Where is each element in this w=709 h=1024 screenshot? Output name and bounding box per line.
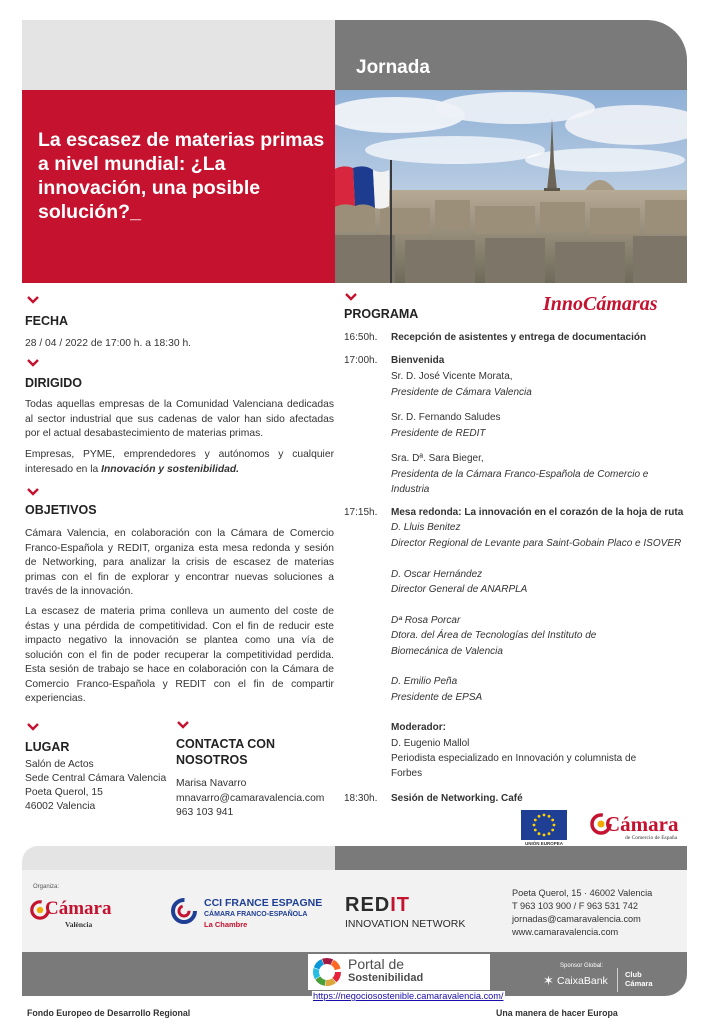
dirigido-paragraph-1: Todas aquellas empresas de la Comunidad Valenciana dedicadas al sector industrial que sus cadenas de valor han sido afectadas por el actual desabastecimiento de materias primas. [25,399,334,439]
header-left-band [22,20,335,90]
speaker-role: Presidenta de la Cámara Franco-Española de Comercio e [391,469,649,480]
moderador-role: Forbes [391,768,423,779]
lugar-line: 46002 Valencia [25,801,96,812]
page-title: La escasez de materias primas a nivel mundial: ¿La innovación, una posible solución?_ [38,129,325,223]
club-camara-line-1: Club [625,970,642,979]
paris-photo-illustration [335,90,687,283]
dirigido-heading: DIRIGIDO [25,376,82,390]
paris-skyline-photo [335,90,687,283]
portal-logo-line-1: Portal de [348,956,405,972]
camara-espana-logo-text: Cámara [605,812,679,836]
eu-flag-logo [521,810,567,840]
objetivos-heading: OBJETIVOS [25,503,97,517]
cci-logo-line-3: La Chambre [204,920,248,929]
contact-block-email-link[interactable]: jornadas@camaravalencia.com [512,914,641,924]
schedule-title: Bienvenida [391,355,445,366]
lugar-line: Sede Central Cámara Valencia [25,773,167,784]
speaker-role: Presidente de REDIT [391,428,486,439]
eu-stars-icon [521,810,567,840]
jornada-label: Jornada [356,57,430,78]
redit-logo-subtitle: INNOVATION NETWORK [345,918,466,930]
speaker-name: D. Emilio Peña [391,676,458,687]
sponsor-label: Sponsor Global: [560,963,604,969]
organiza-label: Organiza: [33,884,60,890]
speaker-name: Dª Rosa Porcar [391,615,461,626]
contact-block-phone: T 963 103 900 / F 963 531 742 [512,901,639,911]
cci-logo-line-1: CCI FRANCE ESPAGNE [204,897,323,909]
chevron-down-icon [27,295,39,305]
speaker-name: D. Oscar Hernández [391,569,483,580]
camara-valencia-logo-text: Cámara [45,898,112,919]
objetivos-paragraph-1: Cámara Valencia, en colaboración con la Cámara de Comercio Franco-Española y REDIT, organiza esta mesa redonda y sesión de Networking, para analizar la crisis de escasez de materias primas con el fin de explorar y encontrar nuevas soluciones a través de la innovación. [25,528,334,597]
schedule-title: Sesión de Networking. Café [391,793,523,804]
schedule-title: Mesa redonda: La innovación en el corazón de la hoja de ruta [391,507,684,518]
programa-heading: PROGRAMA [344,307,419,321]
contact-block-website-link[interactable]: www.camaravalencia.com [512,927,619,937]
portal-sostenibilidad-logo [308,954,490,990]
innocamaras-logo-part-2: Cámaras [583,293,658,315]
caixabank-star-icon: ✶ [543,973,554,988]
contact-name: Marisa Navarro [176,778,247,789]
innocamaras-logo [543,293,658,316]
club-camara-line-2: Cámara [625,979,653,988]
lugar-heading: LUGAR [25,740,70,754]
speaker-name: D. Lluis Benitez [391,522,461,533]
footer-top-band [22,846,687,870]
fecha-heading: FECHA [25,314,69,328]
contacta-heading-line-2: NOSOTROS [176,753,248,767]
camara-valencia-logo-subtitle: València [65,920,93,929]
chevron-down-icon [345,292,357,302]
speaker-role: Director General de ANARPLA [391,584,528,595]
speaker-role: Dtora. del Área de Tecnologías del Instituto de [391,630,597,641]
logo-divider [617,968,618,992]
speaker-name: Sr. D. Fernando Saludes [391,412,501,423]
contact-email-link[interactable]: mnavarro@camaravalencia.com [176,793,325,804]
cci-france-espagne-icon [170,897,198,925]
innocamaras-logo-part-1: Inno [543,293,584,315]
lugar-line: Poeta Querol, 15 [25,787,103,798]
portal-link[interactable]: https://negociosostenible.camaravalencia.com/ [313,991,504,1001]
moderador-name: D. Eugenio Mallol [391,738,470,749]
portal-logo-line-2: Sostenibilidad [348,972,424,984]
camara-espana-logo-subtitle: de Comercio de España [625,835,678,841]
chevron-down-icon [177,720,189,730]
dirigido-p2-emphasis: Innovación y sostenibilidad. [101,463,240,475]
speaker-role: Industria [391,484,430,495]
contact-phone: 963 103 941 [176,807,234,818]
schedule-time: 18:30h. [344,793,378,804]
contact-block-address: Poeta Querol, 15 · 46002 Valencia [512,888,653,898]
speaker-role: Presidente de Cámara Valencia [391,387,532,398]
footer-right-text: Una manera de hacer Europa [496,1008,618,1018]
header-right-band [335,20,687,90]
dirigido-p2-lead: Empresas, PYME, emprendedores y autónomos y cualquier interesado en la [25,449,334,475]
speaker-name: Sr. D. José Vicente Morata, [391,371,513,382]
redit-logo [345,894,410,917]
lugar-line: Salón de Actos [25,759,94,770]
moderador-label: Moderador: [391,722,446,733]
chevron-down-icon [27,722,39,732]
speaker-role: Director Regional de Levante para Saint-Gobain Placo e ISOVER [391,538,682,549]
schedule-time: 16:50h. [344,332,378,343]
chevron-down-icon [27,487,39,497]
schedule-time: 17:15h. [344,507,378,518]
sdg-wheel-icon [312,957,342,987]
speaker-role: Biomecánica de Valencia [391,646,503,657]
schedule-title: Recepción de asistentes y entrega de documentación [391,332,647,343]
objetivos-paragraph-2: La escasez de materia prima conlleva un aumento del coste de éstas y una pérdida de competitividad. Con el fin de reducir este impacto negativo la innovación se plantea como una vía de solución con el fin de poder recuperar la competitividad perdida. Esta sesión de trabajo se hace en colaboración con la Cámara de Comercio Franco-Española y REDIT con el fin de compartir experiencias. [25,606,334,704]
programa-schedule [344,331,689,811]
schedule-time: 17:00h. [344,355,378,366]
eu-caption: UNIÓN EUROPEA [524,841,563,846]
speaker-role: Presidente de EPSA [391,692,483,703]
dirigido-paragraph-2 [25,448,334,477]
caixabank-logo: CaixaBank [557,975,608,987]
moderador-role: Periodista especializado en Innovación y columnista de [391,753,637,764]
chevron-down-icon [27,358,39,368]
speaker-name: Sra. Dª. Sara Bieger, [391,453,484,464]
footer-left-text: Fondo Europeo de Desarrollo Regional [27,1008,191,1018]
redit-logo-part-1: RED [345,894,391,916]
cci-logo-line-2: CÁMARA FRANCO-ESPAÑOLA [204,911,308,918]
redit-logo-part-2: IT [390,894,411,916]
fecha-text: 28 / 04 / 2022 de 17:00 h. a 18:30 h. [25,338,192,349]
contacta-heading-line-1: CONTACTA CON [176,737,276,751]
